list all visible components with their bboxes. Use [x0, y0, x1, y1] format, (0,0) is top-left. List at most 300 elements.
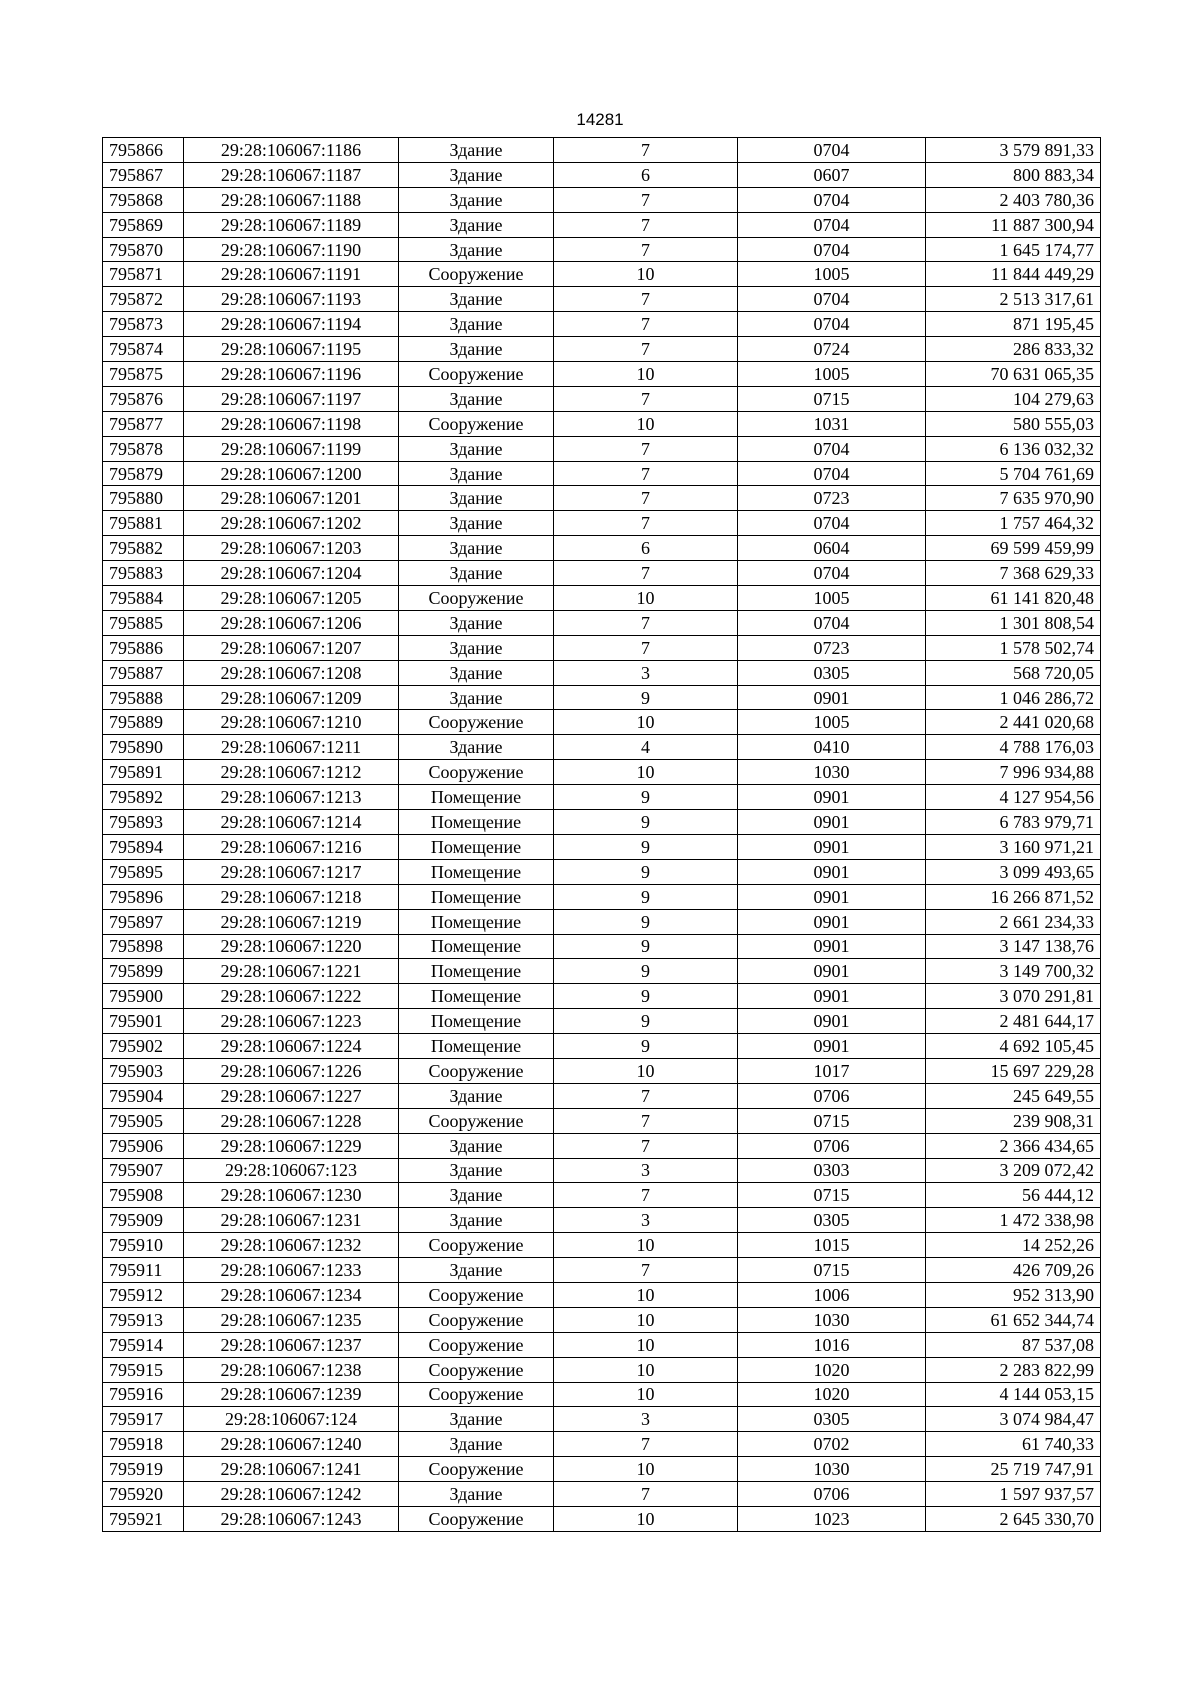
- cadastral-number-cell: 29:28:106067:1206: [184, 610, 399, 635]
- cadastral-number-cell: 29:28:106067:1217: [184, 859, 399, 884]
- object-type-cell: Здание: [399, 1482, 554, 1507]
- row-number-cell: 795883: [103, 561, 184, 586]
- subgroup-code-cell: 0704: [738, 212, 926, 237]
- subgroup-code-cell: 0723: [738, 635, 926, 660]
- group-number-cell: 7: [554, 610, 738, 635]
- row-number-cell: 795920: [103, 1482, 184, 1507]
- object-type-cell: Здание: [399, 162, 554, 187]
- group-number-cell: 9: [554, 909, 738, 934]
- cadastral-number-cell: 29:28:106067:1221: [184, 959, 399, 984]
- cadastral-number-cell: 29:28:106067:1233: [184, 1258, 399, 1283]
- table-row: [103, 586, 1101, 611]
- cadastral-number-cell: 29:28:106067:1204: [184, 561, 399, 586]
- subgroup-code-cell: 0706: [738, 1083, 926, 1108]
- table-row: [103, 1158, 1101, 1183]
- group-number-cell: 9: [554, 834, 738, 859]
- subgroup-code-cell: 1005: [738, 710, 926, 735]
- cadastral-number-cell: 29:28:106067:1194: [184, 312, 399, 337]
- subgroup-code-cell: 0702: [738, 1432, 926, 1457]
- object-type-cell: Сооружение: [399, 760, 554, 785]
- cadastral-value-cell: 3 074 984,47: [926, 1407, 1101, 1432]
- cadastral-value-cell: 1 472 338,98: [926, 1208, 1101, 1233]
- row-number-cell: 795919: [103, 1457, 184, 1482]
- row-number-cell: 795906: [103, 1133, 184, 1158]
- cadastral-value-cell: 1 597 937,57: [926, 1482, 1101, 1507]
- table-row: [103, 1282, 1101, 1307]
- cadastral-number-cell: 29:28:106067:1205: [184, 586, 399, 611]
- cadastral-number-cell: 29:28:106067:1238: [184, 1357, 399, 1382]
- group-number-cell: 7: [554, 1258, 738, 1283]
- cadastral-number-cell: 29:28:106067:1224: [184, 1034, 399, 1059]
- row-number-cell: 795915: [103, 1357, 184, 1382]
- cadastral-value-cell: 1 046 286,72: [926, 685, 1101, 710]
- row-number-cell: 795904: [103, 1083, 184, 1108]
- table-row: [103, 262, 1101, 287]
- cadastral-number-cell: 29:28:106067:1209: [184, 685, 399, 710]
- group-number-cell: 7: [554, 386, 738, 411]
- table-row: [103, 884, 1101, 909]
- cadastral-number-cell: 29:28:106067:1220: [184, 934, 399, 959]
- group-number-cell: 7: [554, 237, 738, 262]
- row-number-cell: 795882: [103, 536, 184, 561]
- group-number-cell: 7: [554, 561, 738, 586]
- row-number-cell: 795905: [103, 1108, 184, 1133]
- cadastral-value-cell: 2 283 822,99: [926, 1357, 1101, 1382]
- group-number-cell: 9: [554, 884, 738, 909]
- cadastral-number-cell: 29:28:106067:1199: [184, 436, 399, 461]
- row-number-cell: 795912: [103, 1282, 184, 1307]
- cadastral-number-cell: 29:28:106067:1218: [184, 884, 399, 909]
- row-number-cell: 795890: [103, 735, 184, 760]
- cadastral-value-cell: 580 555,03: [926, 411, 1101, 436]
- row-number-cell: 795871: [103, 262, 184, 287]
- row-number-cell: 795908: [103, 1183, 184, 1208]
- subgroup-code-cell: 0704: [738, 312, 926, 337]
- group-number-cell: 10: [554, 1457, 738, 1482]
- page-number: 14281: [576, 110, 624, 129]
- group-number-cell: 3: [554, 1208, 738, 1233]
- group-number-cell: 10: [554, 262, 738, 287]
- row-number-cell: 795916: [103, 1382, 184, 1407]
- cadastral-number-cell: 29:28:106067:1193: [184, 287, 399, 312]
- object-type-cell: Помещение: [399, 934, 554, 959]
- table-row: [103, 685, 1101, 710]
- table-row: [103, 760, 1101, 785]
- group-number-cell: 4: [554, 735, 738, 760]
- object-type-cell: Сооружение: [399, 411, 554, 436]
- cadastral-value-cell: 2 661 234,33: [926, 909, 1101, 934]
- cadastral-number-cell: 29:28:106067:1243: [184, 1506, 399, 1531]
- group-number-cell: 9: [554, 859, 738, 884]
- row-number-cell: 795881: [103, 511, 184, 536]
- table-row: [103, 1332, 1101, 1357]
- object-type-cell: Здание: [399, 660, 554, 685]
- cadastral-number-cell: 29:28:106067:1242: [184, 1482, 399, 1507]
- subgroup-code-cell: 1006: [738, 1282, 926, 1307]
- table-row: [103, 1457, 1101, 1482]
- table-row: [103, 187, 1101, 212]
- table-row: [103, 511, 1101, 536]
- row-number-cell: 795878: [103, 436, 184, 461]
- group-number-cell: 9: [554, 685, 738, 710]
- row-number-cell: 795907: [103, 1158, 184, 1183]
- object-type-cell: Здание: [399, 1208, 554, 1233]
- row-number-cell: 795903: [103, 1058, 184, 1083]
- subgroup-code-cell: 0704: [738, 138, 926, 163]
- group-number-cell: 10: [554, 586, 738, 611]
- cadastral-value-cell: 3 149 700,32: [926, 959, 1101, 984]
- cadastral-number-cell: 29:28:106067:1231: [184, 1208, 399, 1233]
- cadastral-number-cell: 29:28:106067:1228: [184, 1108, 399, 1133]
- cadastral-value-cell: 61 141 820,48: [926, 586, 1101, 611]
- row-number-cell: 795891: [103, 760, 184, 785]
- table-row: [103, 909, 1101, 934]
- group-number-cell: 7: [554, 635, 738, 660]
- group-number-cell: 10: [554, 411, 738, 436]
- object-type-cell: Здание: [399, 536, 554, 561]
- table-row: [103, 162, 1101, 187]
- object-type-cell: Сооружение: [399, 1357, 554, 1382]
- object-type-cell: Помещение: [399, 959, 554, 984]
- table-row: [103, 735, 1101, 760]
- object-type-cell: Здание: [399, 337, 554, 362]
- row-number-cell: 795917: [103, 1407, 184, 1432]
- cadastral-value-cell: 2 366 434,65: [926, 1133, 1101, 1158]
- row-number-cell: 795867: [103, 162, 184, 187]
- table-row: [103, 1407, 1101, 1432]
- group-number-cell: 9: [554, 934, 738, 959]
- cadastral-value-cell: 1 645 174,77: [926, 237, 1101, 262]
- table-row: [103, 1009, 1101, 1034]
- cadastral-number-cell: 29:28:106067:1219: [184, 909, 399, 934]
- cadastral-value-cell: 104 279,63: [926, 386, 1101, 411]
- subgroup-code-cell: 0901: [738, 834, 926, 859]
- cadastral-number-cell: 29:28:106067:1203: [184, 536, 399, 561]
- object-type-cell: Сооружение: [399, 710, 554, 735]
- table-row: [103, 237, 1101, 262]
- cadastral-number-cell: 29:28:106067:1208: [184, 660, 399, 685]
- object-type-cell: Здание: [399, 610, 554, 635]
- row-number-cell: 795901: [103, 1009, 184, 1034]
- cadastral-number-cell: 29:28:106067:1187: [184, 162, 399, 187]
- table-row: [103, 312, 1101, 337]
- table-row: [103, 212, 1101, 237]
- object-type-cell: Помещение: [399, 909, 554, 934]
- group-number-cell: 7: [554, 287, 738, 312]
- group-number-cell: 6: [554, 162, 738, 187]
- table-row: [103, 1307, 1101, 1332]
- table-row: [103, 1482, 1101, 1507]
- table-row: [103, 610, 1101, 635]
- object-type-cell: Здание: [399, 461, 554, 486]
- object-type-cell: Сооружение: [399, 1233, 554, 1258]
- group-number-cell: 9: [554, 1034, 738, 1059]
- object-type-cell: Здание: [399, 561, 554, 586]
- cadastral-number-cell: 29:28:106067:1213: [184, 785, 399, 810]
- object-type-cell: Сооружение: [399, 1307, 554, 1332]
- group-number-cell: 10: [554, 1307, 738, 1332]
- cadastral-value-cell: 2 645 330,70: [926, 1506, 1101, 1531]
- object-type-cell: Сооружение: [399, 362, 554, 387]
- row-number-cell: 795910: [103, 1233, 184, 1258]
- group-number-cell: 10: [554, 1233, 738, 1258]
- subgroup-code-cell: 0704: [738, 237, 926, 262]
- row-number-cell: 795874: [103, 337, 184, 362]
- cadastral-value-cell: 7 368 629,33: [926, 561, 1101, 586]
- group-number-cell: 9: [554, 959, 738, 984]
- cadastral-value-cell: 245 649,55: [926, 1083, 1101, 1108]
- object-type-cell: Сооружение: [399, 1332, 554, 1357]
- object-type-cell: Здание: [399, 138, 554, 163]
- cadastral-value-cell: 3 147 138,76: [926, 934, 1101, 959]
- table-row: [103, 984, 1101, 1009]
- row-number-cell: 795872: [103, 287, 184, 312]
- row-number-cell: 795873: [103, 312, 184, 337]
- cadastral-value-cell: 56 444,12: [926, 1183, 1101, 1208]
- object-type-cell: Помещение: [399, 834, 554, 859]
- group-number-cell: 7: [554, 312, 738, 337]
- cadastral-value-cell: 7 996 934,88: [926, 760, 1101, 785]
- cadastral-number-cell: 29:28:106067:1188: [184, 187, 399, 212]
- cadastral-value-cell: 70 631 065,35: [926, 362, 1101, 387]
- table-row: [103, 386, 1101, 411]
- subgroup-code-cell: 0901: [738, 810, 926, 835]
- subgroup-code-cell: 1005: [738, 262, 926, 287]
- table-row: [103, 138, 1101, 163]
- group-number-cell: 3: [554, 1407, 738, 1432]
- group-number-cell: 10: [554, 1357, 738, 1382]
- row-number-cell: 795884: [103, 586, 184, 611]
- cadastral-value-cell: 3 070 291,81: [926, 984, 1101, 1009]
- cadastral-number-cell: 29:28:106067:1211: [184, 735, 399, 760]
- subgroup-code-cell: 0410: [738, 735, 926, 760]
- subgroup-code-cell: 0901: [738, 1034, 926, 1059]
- object-type-cell: Сооружение: [399, 1457, 554, 1482]
- object-type-cell: Помещение: [399, 785, 554, 810]
- cadastral-number-cell: 29:28:106067:1210: [184, 710, 399, 735]
- cadastral-number-cell: 29:28:106067:1226: [184, 1058, 399, 1083]
- table-row: [103, 1208, 1101, 1233]
- subgroup-code-cell: 0901: [738, 859, 926, 884]
- cadastral-number-cell: 29:28:106067:1186: [184, 138, 399, 163]
- table-row: [103, 1058, 1101, 1083]
- cadastral-value-cell: 2 403 780,36: [926, 187, 1101, 212]
- object-type-cell: Помещение: [399, 884, 554, 909]
- subgroup-code-cell: 1015: [738, 1233, 926, 1258]
- row-number-cell: 795869: [103, 212, 184, 237]
- row-number-cell: 795913: [103, 1307, 184, 1332]
- subgroup-code-cell: 0704: [738, 187, 926, 212]
- group-number-cell: 7: [554, 1133, 738, 1158]
- subgroup-code-cell: 1005: [738, 586, 926, 611]
- table-row: [103, 411, 1101, 436]
- subgroup-code-cell: 1020: [738, 1382, 926, 1407]
- cadastral-value-cell: 3 209 072,42: [926, 1158, 1101, 1183]
- row-number-cell: 795897: [103, 909, 184, 934]
- cadastral-number-cell: 29:28:106067:1190: [184, 237, 399, 262]
- table-row: [103, 859, 1101, 884]
- cadastral-value-cell: 2 481 644,17: [926, 1009, 1101, 1034]
- subgroup-code-cell: 0901: [738, 909, 926, 934]
- row-number-cell: 795914: [103, 1332, 184, 1357]
- object-type-cell: Здание: [399, 685, 554, 710]
- group-number-cell: 7: [554, 187, 738, 212]
- subgroup-code-cell: 0715: [738, 1108, 926, 1133]
- subgroup-code-cell: 0704: [738, 436, 926, 461]
- cadastral-number-cell: 29:28:106067:1198: [184, 411, 399, 436]
- table-row: [103, 561, 1101, 586]
- subgroup-code-cell: 0901: [738, 1009, 926, 1034]
- cadastral-number-cell: 29:28:106067:1239: [184, 1382, 399, 1407]
- table-row: [103, 1108, 1101, 1133]
- row-number-cell: 795894: [103, 834, 184, 859]
- cadastral-value-cell: 426 709,26: [926, 1258, 1101, 1283]
- object-type-cell: Сооружение: [399, 1058, 554, 1083]
- group-number-cell: 7: [554, 1482, 738, 1507]
- object-type-cell: Сооружение: [399, 262, 554, 287]
- group-number-cell: 7: [554, 337, 738, 362]
- cadastral-number-cell: 29:28:106067:1195: [184, 337, 399, 362]
- cadastral-value-cell: 871 195,45: [926, 312, 1101, 337]
- cadastral-value-cell: 25 719 747,91: [926, 1457, 1101, 1482]
- table-row: [103, 1258, 1101, 1283]
- cadastral-number-cell: 29:28:106067:1240: [184, 1432, 399, 1457]
- table-row: [103, 1034, 1101, 1059]
- table-row: [103, 337, 1101, 362]
- object-type-cell: Здание: [399, 436, 554, 461]
- group-number-cell: 3: [554, 1158, 738, 1183]
- cadastral-value-cell: 4 127 954,56: [926, 785, 1101, 810]
- subgroup-code-cell: 0704: [738, 511, 926, 536]
- group-number-cell: 7: [554, 1183, 738, 1208]
- object-type-cell: Здание: [399, 735, 554, 760]
- subgroup-code-cell: 0715: [738, 1258, 926, 1283]
- subgroup-code-cell: 0706: [738, 1482, 926, 1507]
- object-type-cell: Сооружение: [399, 586, 554, 611]
- table-row: [103, 486, 1101, 511]
- row-number-cell: 795909: [103, 1208, 184, 1233]
- cadastral-value-cell: 4 692 105,45: [926, 1034, 1101, 1059]
- object-type-cell: Сооружение: [399, 1108, 554, 1133]
- object-type-cell: Здание: [399, 287, 554, 312]
- subgroup-code-cell: 0724: [738, 337, 926, 362]
- group-number-cell: 10: [554, 362, 738, 387]
- object-type-cell: Здание: [399, 1258, 554, 1283]
- cadastral-number-cell: 29:28:106067:1196: [184, 362, 399, 387]
- cadastral-number-cell: 29:28:106067:1197: [184, 386, 399, 411]
- cadastral-value-cell: 1 578 502,74: [926, 635, 1101, 660]
- row-number-cell: 795886: [103, 635, 184, 660]
- subgroup-code-cell: 0715: [738, 386, 926, 411]
- cadastral-value-cell: 4 144 053,15: [926, 1382, 1101, 1407]
- cadastral-value-cell: 15 697 229,28: [926, 1058, 1101, 1083]
- cadastral-value-cell: 286 833,32: [926, 337, 1101, 362]
- cadastral-value-cell: 800 883,34: [926, 162, 1101, 187]
- cadastral-value-cell: 16 266 871,52: [926, 884, 1101, 909]
- object-type-cell: Здание: [399, 486, 554, 511]
- cadastral-number-cell: 29:28:106067:1207: [184, 635, 399, 660]
- subgroup-code-cell: 0706: [738, 1133, 926, 1158]
- object-type-cell: Здание: [399, 1183, 554, 1208]
- subgroup-code-cell: 0305: [738, 1208, 926, 1233]
- subgroup-code-cell: 0704: [738, 461, 926, 486]
- cadastral-number-cell: 29:28:106067:1216: [184, 834, 399, 859]
- group-number-cell: 10: [554, 1332, 738, 1357]
- cadastral-number-cell: 29:28:106067:1214: [184, 810, 399, 835]
- row-number-cell: 795889: [103, 710, 184, 735]
- object-type-cell: Здание: [399, 1158, 554, 1183]
- group-number-cell: 10: [554, 760, 738, 785]
- object-type-cell: Помещение: [399, 810, 554, 835]
- group-number-cell: 7: [554, 436, 738, 461]
- object-type-cell: Помещение: [399, 1034, 554, 1059]
- group-number-cell: 10: [554, 710, 738, 735]
- group-number-cell: 10: [554, 1058, 738, 1083]
- subgroup-code-cell: 0901: [738, 934, 926, 959]
- group-number-cell: 7: [554, 1108, 738, 1133]
- table-row: [103, 635, 1101, 660]
- cadastral-number-cell: 29:28:106067:1202: [184, 511, 399, 536]
- group-number-cell: 10: [554, 1282, 738, 1307]
- cadastral-value-cell: 568 720,05: [926, 660, 1101, 685]
- cadastral-value-cell: 2 441 020,68: [926, 710, 1101, 735]
- group-number-cell: 9: [554, 810, 738, 835]
- cadastral-number-cell: 29:28:106067:1189: [184, 212, 399, 237]
- row-number-cell: 795875: [103, 362, 184, 387]
- subgroup-code-cell: 1023: [738, 1506, 926, 1531]
- object-type-cell: Здание: [399, 1407, 554, 1432]
- subgroup-code-cell: 1030: [738, 1307, 926, 1332]
- object-type-cell: Сооружение: [399, 1282, 554, 1307]
- subgroup-code-cell: 1016: [738, 1332, 926, 1357]
- table-row: [103, 1382, 1101, 1407]
- row-number-cell: 795880: [103, 486, 184, 511]
- row-number-cell: 795900: [103, 984, 184, 1009]
- group-number-cell: 7: [554, 1432, 738, 1457]
- group-number-cell: 10: [554, 1506, 738, 1531]
- cadastral-value-cell: 5 704 761,69: [926, 461, 1101, 486]
- cadastral-value-cell: 61 652 344,74: [926, 1307, 1101, 1332]
- table-row: [103, 1133, 1101, 1158]
- subgroup-code-cell: 0604: [738, 536, 926, 561]
- subgroup-code-cell: 0901: [738, 685, 926, 710]
- table-row: [103, 710, 1101, 735]
- object-type-cell: Здание: [399, 1432, 554, 1457]
- row-number-cell: 795879: [103, 461, 184, 486]
- subgroup-code-cell: 1031: [738, 411, 926, 436]
- cadastral-value-cell: 1 757 464,32: [926, 511, 1101, 536]
- group-number-cell: 7: [554, 461, 738, 486]
- row-number-cell: 795898: [103, 934, 184, 959]
- group-number-cell: 10: [554, 1382, 738, 1407]
- object-type-cell: Сооружение: [399, 1506, 554, 1531]
- subgroup-code-cell: 0305: [738, 660, 926, 685]
- row-number-cell: 795866: [103, 138, 184, 163]
- cadastral-number-cell: 29:28:106067:1223: [184, 1009, 399, 1034]
- group-number-cell: 7: [554, 138, 738, 163]
- table-row: [103, 1357, 1101, 1382]
- table-row: [103, 834, 1101, 859]
- cadastral-value-cell: 2 513 317,61: [926, 287, 1101, 312]
- cadastral-number-cell: 29:28:106067:1222: [184, 984, 399, 1009]
- cadastral-value-table: [102, 137, 1101, 1532]
- cadastral-number-cell: 29:28:106067:1191: [184, 262, 399, 287]
- cadastral-value-cell: 1 301 808,54: [926, 610, 1101, 635]
- object-type-cell: Помещение: [399, 984, 554, 1009]
- table-row: [103, 461, 1101, 486]
- row-number-cell: 795896: [103, 884, 184, 909]
- group-number-cell: 9: [554, 984, 738, 1009]
